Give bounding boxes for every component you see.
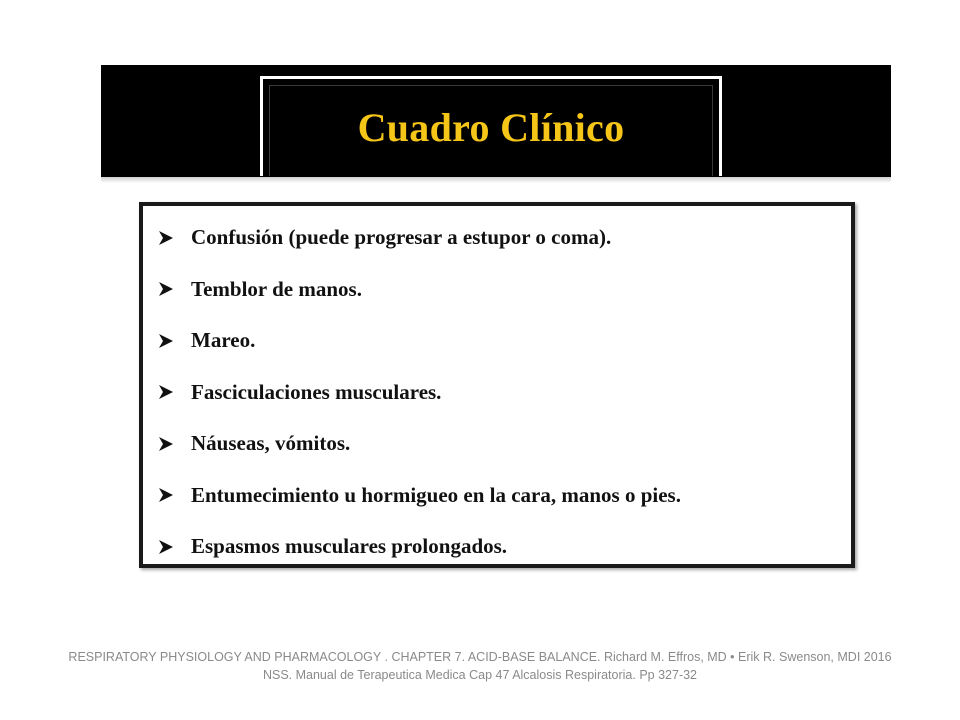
- arrowhead-bullet-icon: [157, 486, 175, 504]
- list-item: [157, 418, 841, 470]
- reference-line: RESPIRATORY PHYSIOLOGY AND PHARMACOLOGY . CHAPTER 7. ACID-BASE BALANCE. Richard M. Effros, MD • Erik R. Swenson, MDI 2016: [68, 650, 892, 664]
- arrowhead-bullet-icon: [157, 332, 175, 350]
- arrowhead-bullet-icon: [157, 280, 175, 298]
- bullet-text: Mareo.: [191, 328, 256, 353]
- arrowhead-bullet-icon: [157, 229, 175, 247]
- footer-references: [40, 648, 920, 684]
- bullet-text: Entumecimiento u hormigueo en la cara, manos o pies.: [191, 482, 681, 507]
- list-item: [157, 470, 841, 522]
- bullet-text: Fasciculaciones musculares.: [191, 379, 442, 404]
- title-box: [260, 76, 722, 176]
- slide-title: Cuadro Clínico: [357, 105, 625, 150]
- reference-line: NSS. Manual de Terapeutica Medica Cap 47 Alcalosis Respiratoria. Pp 327-32: [262, 668, 698, 682]
- arrowhead-bullet-icon: [157, 383, 175, 401]
- bullet-list: [157, 212, 841, 573]
- bullet-text: Náuseas, vómitos.: [191, 431, 351, 456]
- header-divider: [101, 177, 891, 183]
- bullet-text: Confusión (puede progresar a estupor o coma).: [191, 225, 612, 250]
- list-item: [157, 521, 841, 573]
- list-item: [157, 264, 841, 316]
- list-item: [157, 212, 841, 264]
- arrowhead-bullet-icon: [157, 538, 175, 556]
- list-item: [157, 367, 841, 419]
- bullet-text: Temblor de manos.: [191, 276, 362, 301]
- arrowhead-bullet-icon: [157, 435, 175, 453]
- bullet-text: Espasmos musculares prolongados.: [191, 534, 508, 559]
- list-item: [157, 315, 841, 367]
- bullet-list-box: [139, 202, 855, 568]
